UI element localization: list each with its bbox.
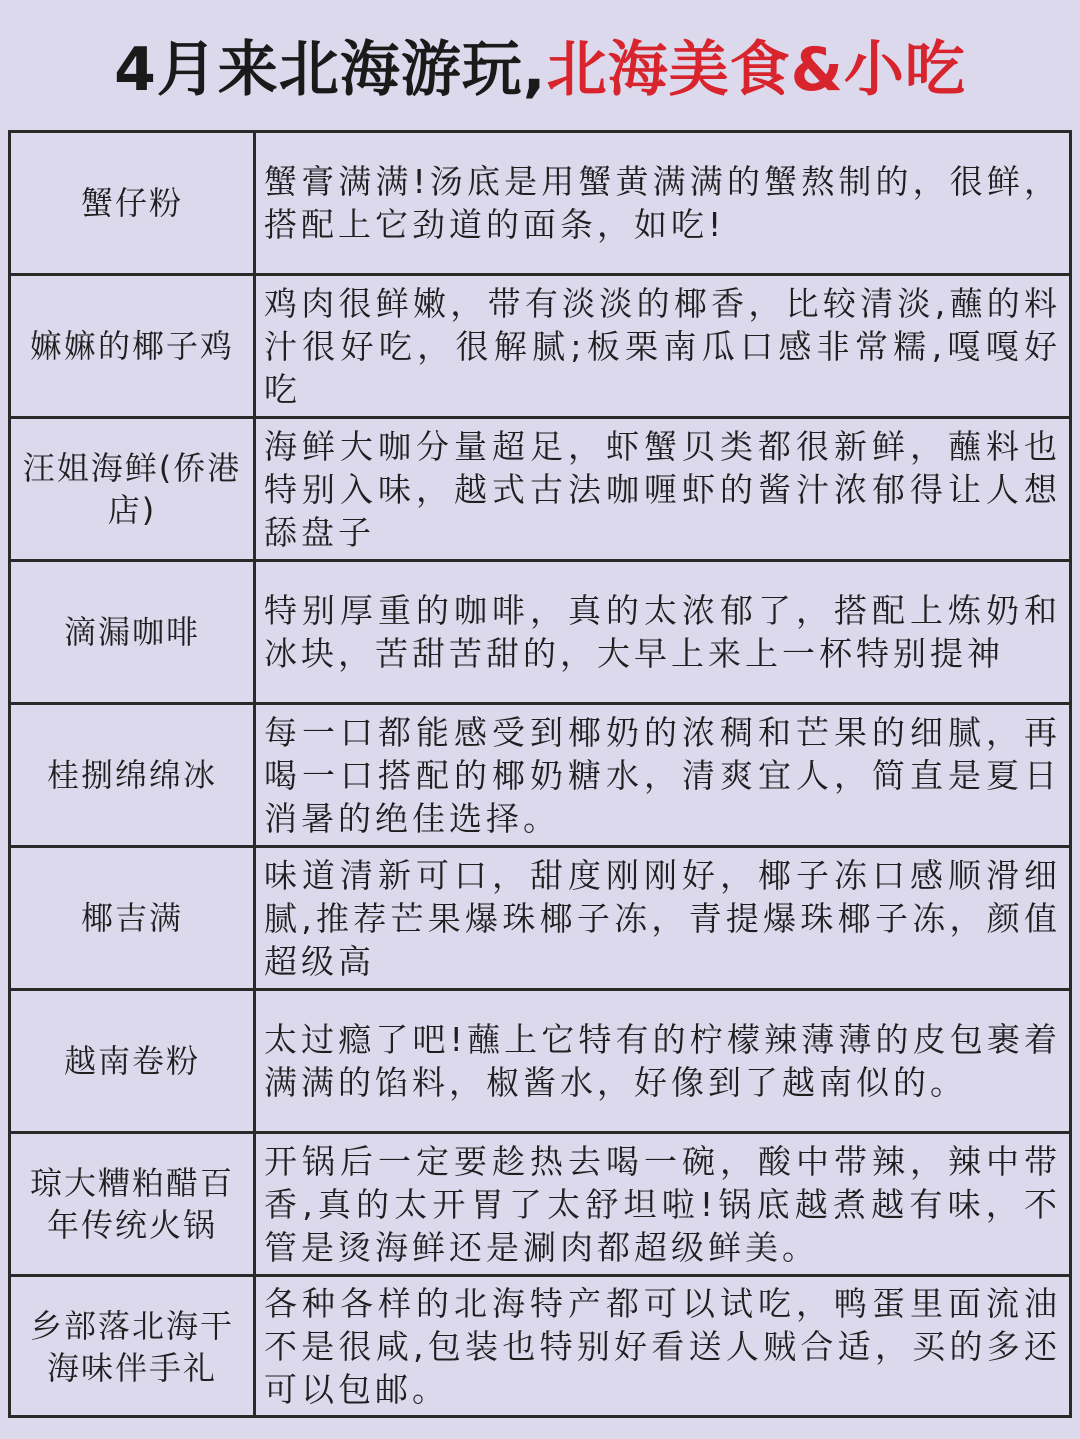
food-name: 蟹仔粉: [11, 133, 256, 273]
food-description-text: 鸡肉很鲜嫩，带有淡淡的椰香，比较清淡,蘸的料汁很好吃，很解腻;板栗南瓜口感非常糯,嘎嘎好吃: [264, 283, 1061, 409]
food-name: 乡部落北海干海味伴手礼: [11, 1277, 256, 1416]
food-description: [256, 419, 1069, 559]
food-description: [256, 1134, 1069, 1274]
table-row: [11, 562, 1069, 705]
food-description-text: 味道清新可口，甜度刚刚好，椰子冻口感顺滑细腻,推荐芒果爆珠椰子冻，青提爆珠椰子冻，颜值超级高: [264, 855, 1061, 981]
table-row: [11, 848, 1069, 991]
food-description: [256, 276, 1069, 416]
title-part-food: 北海美食&小吃: [546, 35, 966, 105]
food-name: 椰吉满: [11, 848, 256, 988]
food-description: [256, 848, 1069, 988]
page-title: [114, 22, 966, 108]
food-name: 嫲嫲的椰子鸡: [11, 276, 256, 416]
food-description-text: 太过瘾了吧!蘸上它特有的柠檬辣薄薄的皮包裹着满满的馅料，椒酱水，好像到了越南似的。: [264, 1020, 1061, 1102]
food-name: 越南卷粉: [11, 991, 256, 1131]
page-header: [0, 0, 1080, 130]
food-description-text: 开锅后一定要趁热去喝一碗，酸中带辣，辣中带香,真的太开胃了太舒坦啦!锅底越煮越有味，不管是烫海鲜还是涮肉都超级鲜美。: [264, 1141, 1061, 1267]
food-description: [256, 562, 1069, 702]
title-part-city: 4月来北海游玩,: [114, 35, 547, 105]
food-description: [256, 133, 1069, 273]
table-row: [11, 705, 1069, 848]
food-description-text: 特别厚重的咖啡，真的太浓郁了，搭配上炼奶和冰块，苦甜苦甜的，大早上来上一杯特别提神: [264, 591, 1061, 673]
food-name: 琼大糟粕醋百年传统火锅: [11, 1134, 256, 1274]
food-description: [256, 991, 1069, 1131]
food-description-text: 各种各样的北海特产都可以试吃，鸭蛋里面流油不是很咸,包装也特别好看送人贼合适，买的多还可以包邮。: [264, 1284, 1061, 1409]
table-row: [11, 991, 1069, 1134]
food-description-text: 海鲜大咖分量超足，虾蟹贝类都很新鲜，蘸料也特别入味，越式古法咖喱虾的酱汁浓郁得让人想舔盘子: [264, 426, 1061, 552]
food-description: [256, 705, 1069, 845]
table-row: [11, 419, 1069, 562]
food-description: [256, 1277, 1069, 1416]
table-row: [11, 276, 1069, 419]
food-name: 桂捌绵绵冰: [11, 705, 256, 845]
table-row: [11, 1134, 1069, 1277]
table-row: [11, 133, 1069, 276]
food-table: [8, 130, 1072, 1418]
food-description-text: 每一口都能感受到椰奶的浓稠和芒果的细腻，再喝一口搭配的椰奶糖水，清爽宜人，简直是夏日消暑的绝佳选择。: [264, 712, 1061, 838]
food-name: 汪姐海鲜(侨港店): [11, 419, 256, 559]
food-description-text: 蟹膏满满!汤底是用蟹黄满满的蟹熬制的，很鲜，搭配上它劲道的面条，如吃!: [264, 162, 1061, 244]
food-name: 滴漏咖啡: [11, 562, 256, 702]
table-row: [11, 1277, 1069, 1416]
